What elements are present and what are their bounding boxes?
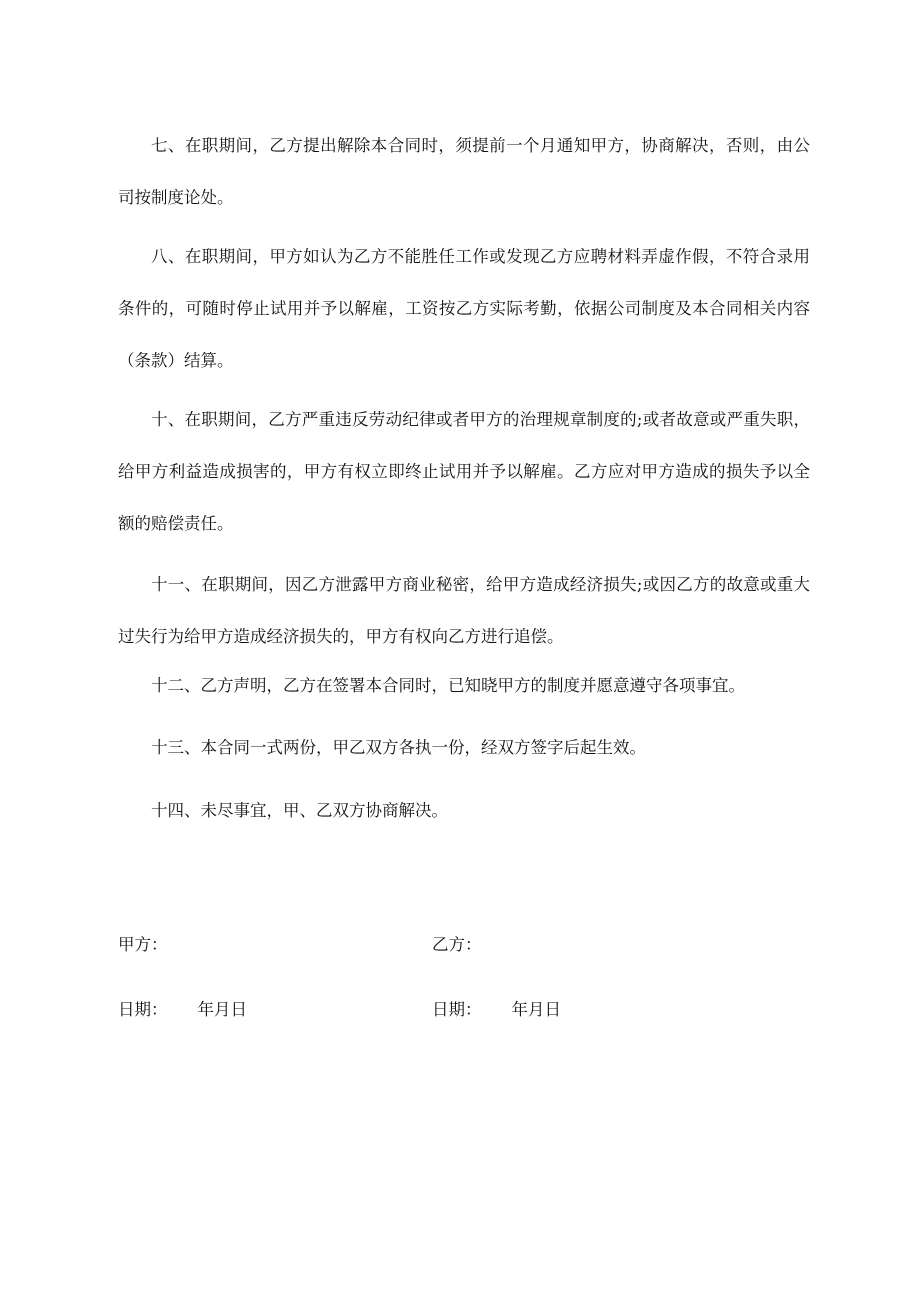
party-b-date — [432, 998, 561, 1022]
party-a-date-value: 年月日 — [197, 1000, 247, 1019]
clause-12: 十二、乙方声明，乙方在签署本合同时，已知晓甲方的制度并愿意遵守各项事宜。 — [151, 676, 745, 695]
party-b-date-label: 日期： — [432, 1000, 482, 1019]
clause-11: 十一、在职期间，因乙方泄露甲方商业秘密，给甲方造成经济损失;或因乙方的故意或重大过失行为给甲方造成经济损失的，甲方有权向乙方进行追偿。 — [118, 575, 810, 646]
party-a-signature-label: 甲方： — [118, 935, 168, 954]
party-a-date-label: 日期： — [118, 1000, 168, 1019]
clause-8: 八、在职期间，甲方如认为乙方不能胜任工作或发现乙方应聘材料弄虚作假，不符合录用条件的，可随时停止试用并予以解雇，工资按乙方实际考勤，依据公司制度及本合同相关内容（条款）结算。 — [118, 247, 810, 370]
clause-10: 十、在职期间，乙方严重违反劳动纪律或者甲方的治理规章制度的;或者故意或严重失职，给甲方利益造成损害的，甲方有权立即终止试用并予以解雇。乙方应对甲方造成的损失予以全额的赔偿责任。 — [118, 410, 810, 533]
party-b-signature-label: 乙方： — [432, 935, 482, 954]
party-b-date-value: 年月日 — [511, 1000, 561, 1019]
party-a-date — [118, 998, 247, 1022]
clause-7: 七、在职期间，乙方提出解除本合同时，须提前一个月通知甲方，协商解决，否则，由公司按制度论处。 — [118, 136, 810, 207]
clause-14: 十四、未尽事宜，甲、乙双方协商解决。 — [151, 801, 448, 820]
clause-13: 十三、本合同一式两份，甲乙双方各执一份，经双方签字后起生效。 — [151, 738, 646, 757]
